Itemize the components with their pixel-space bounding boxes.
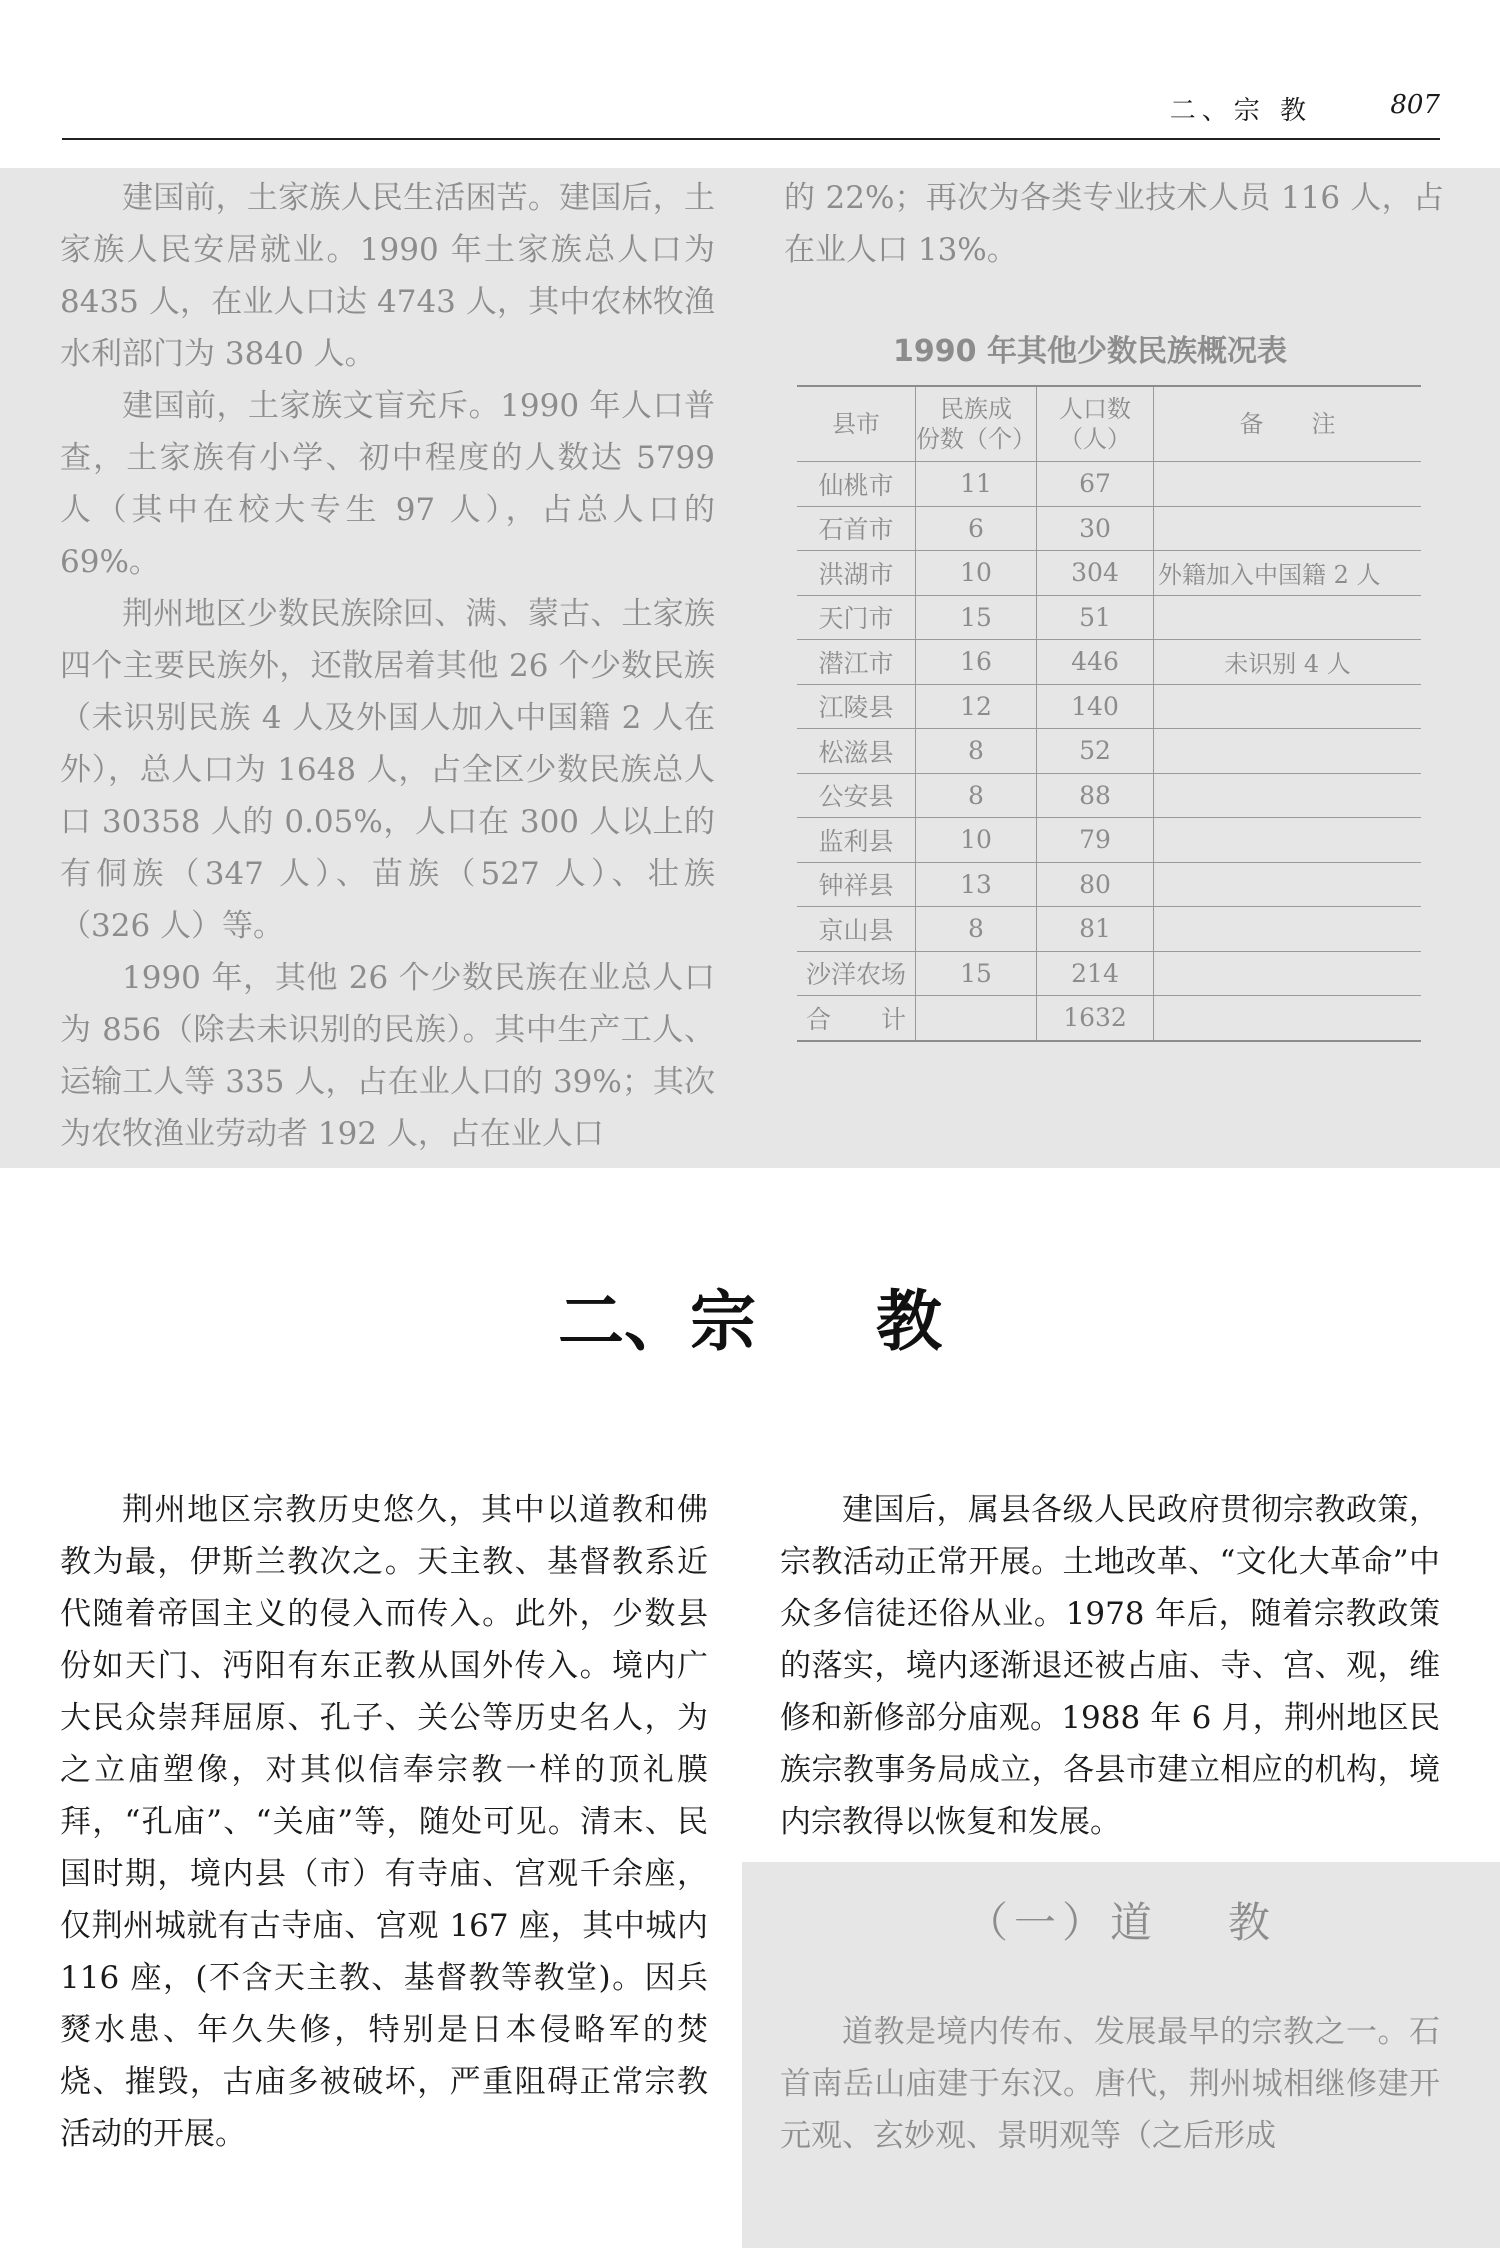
paragraph: 道教是境内传布、发展最早的宗教之一。石首南岳山庙建于东汉。唐代，荆州城相继修建开元观、玄妙观、景明观等（之后形成 [780,2014,1440,2154]
table-row: 监利县 10 79 [797,818,1421,863]
minority-overview-table [797,385,1421,1042]
table-row: 仙桃市 11 67 [797,462,1421,507]
paragraph: 荆州地区少数民族除回、满、蒙古、土家族四个主要民族外，还散居着其他 26 个少数民族（未识别民族 4 人及外国人加入中国籍 2 人在外），总人口为 1648 人，占全区少数民族总人口 30358 人的 0.05%，人口在 300 人以上的有侗族（347 人）、苗族（527 人）、壮族（326 人）等。 [60,596,715,944]
paragraph: 建国前，土家族人民生活困苦。建国后，土家族人民安居就业。1990 年土家族总人口为 8435 人，在业人口达 4743 人，其中农林牧渔水利部门为 3840 人。 [60,180,715,372]
table-row: 沙洋农场 15 214 [797,951,1421,996]
upper-left-column [60,172,715,1160]
table-header-row [797,386,1421,462]
lower-left-column [60,1484,708,2160]
section-title: 二、宗 教 [558,1283,942,1360]
page-number: 807 [1390,90,1440,120]
table-row: 石首市 6 30 [797,506,1421,551]
paragraph: 的 22%；再次为各类专业技术人员 116 人，占在业人口 13%。 [784,180,1444,268]
paragraph: 建国前，土家族文盲充斥。1990 年人口普查，土家族有小学、初中程度的人数达 5799 人（其中在校大专生 97 人），占总人口的 69%。 [60,388,715,580]
table-row: 京山县 8 81 [797,907,1421,952]
table-row: 松滋县 8 52 [797,729,1421,774]
paragraph: 荆州地区宗教历史悠久，其中以道教和佛教为最，伊斯兰教次之。天主教、基督教系近代随着帝国主义的侵入而传入。此外，少数县份如天门、沔阳有东正教从国外传入。境内广大民众崇拜屈原、孔子、关公等历史名人，为之立庙塑像，对其似信奉宗教一样的顶礼膜拜，“孔庙”、“关庙”等，随处可见。清末、民国时期，境内县（市）有寺庙、宫观千余座，仅荆州城就有古寺庙、宫观 167 座，其中城内 116 座，(不含天主教、基督教等教堂)。因兵燹水患、年久失修，特别是日本侵略军的焚烧、摧毁，古庙多被破坏，严重阻碍正常宗教活动的开展。 [60,1492,708,2152]
col-header-remarks: 备 注 [1154,386,1422,462]
table-row: 江陵县 12 140 [797,684,1421,729]
table-title: 1990 年其他少数民族概况表 [893,334,1287,369]
page-header [62,78,1440,140]
table-row: 公安县 8 88 [797,773,1421,818]
table-total-row: 合 计 1632 [797,996,1421,1041]
table-row: 钟祥县 13 80 [797,862,1421,907]
table-row: 洪湖市 10 304 外籍加入中国籍 2 人 [797,551,1421,596]
col-header-population: 人口数 （人） [1037,386,1154,462]
col-header-county: 县市 [797,386,916,462]
table-row: 潜江市 16 446 未识别 4 人 [797,640,1421,685]
table-row: 天门市 15 51 [797,595,1421,640]
upper-right-column [784,172,1444,276]
running-title: 二、宗 教 [1169,96,1312,126]
paragraph: 1990 年，其他 26 个少数民族在业总人口为 856（除去未识别的民族）。其中生产工人、运输工人等 335 人，占在业人口的 39%；其次为农牧渔业劳动者 192 人，占在业人口 [60,960,715,1152]
col-header-ethnic-count: 民族成 份数（个） [916,386,1037,462]
subsection-title: （一）道 教 [965,1898,1277,1947]
subsection-column [780,2006,1440,2162]
lower-right-column [780,1484,1440,1848]
paragraph: 建国后，属县各级人民政府贯彻宗教政策，宗教活动正常开展。土地改革、“文化大革命”中众多信徒还俗从业。1978 年后，随着宗教政策的落实，境内逐渐退还被占庙、寺、宫、观，维修和新修部分庙观。1988 年 6 月，荆州地区民族宗教事务局成立，各县市建立相应的机构，境内宗教得以恢复和发展。 [780,1492,1440,1840]
